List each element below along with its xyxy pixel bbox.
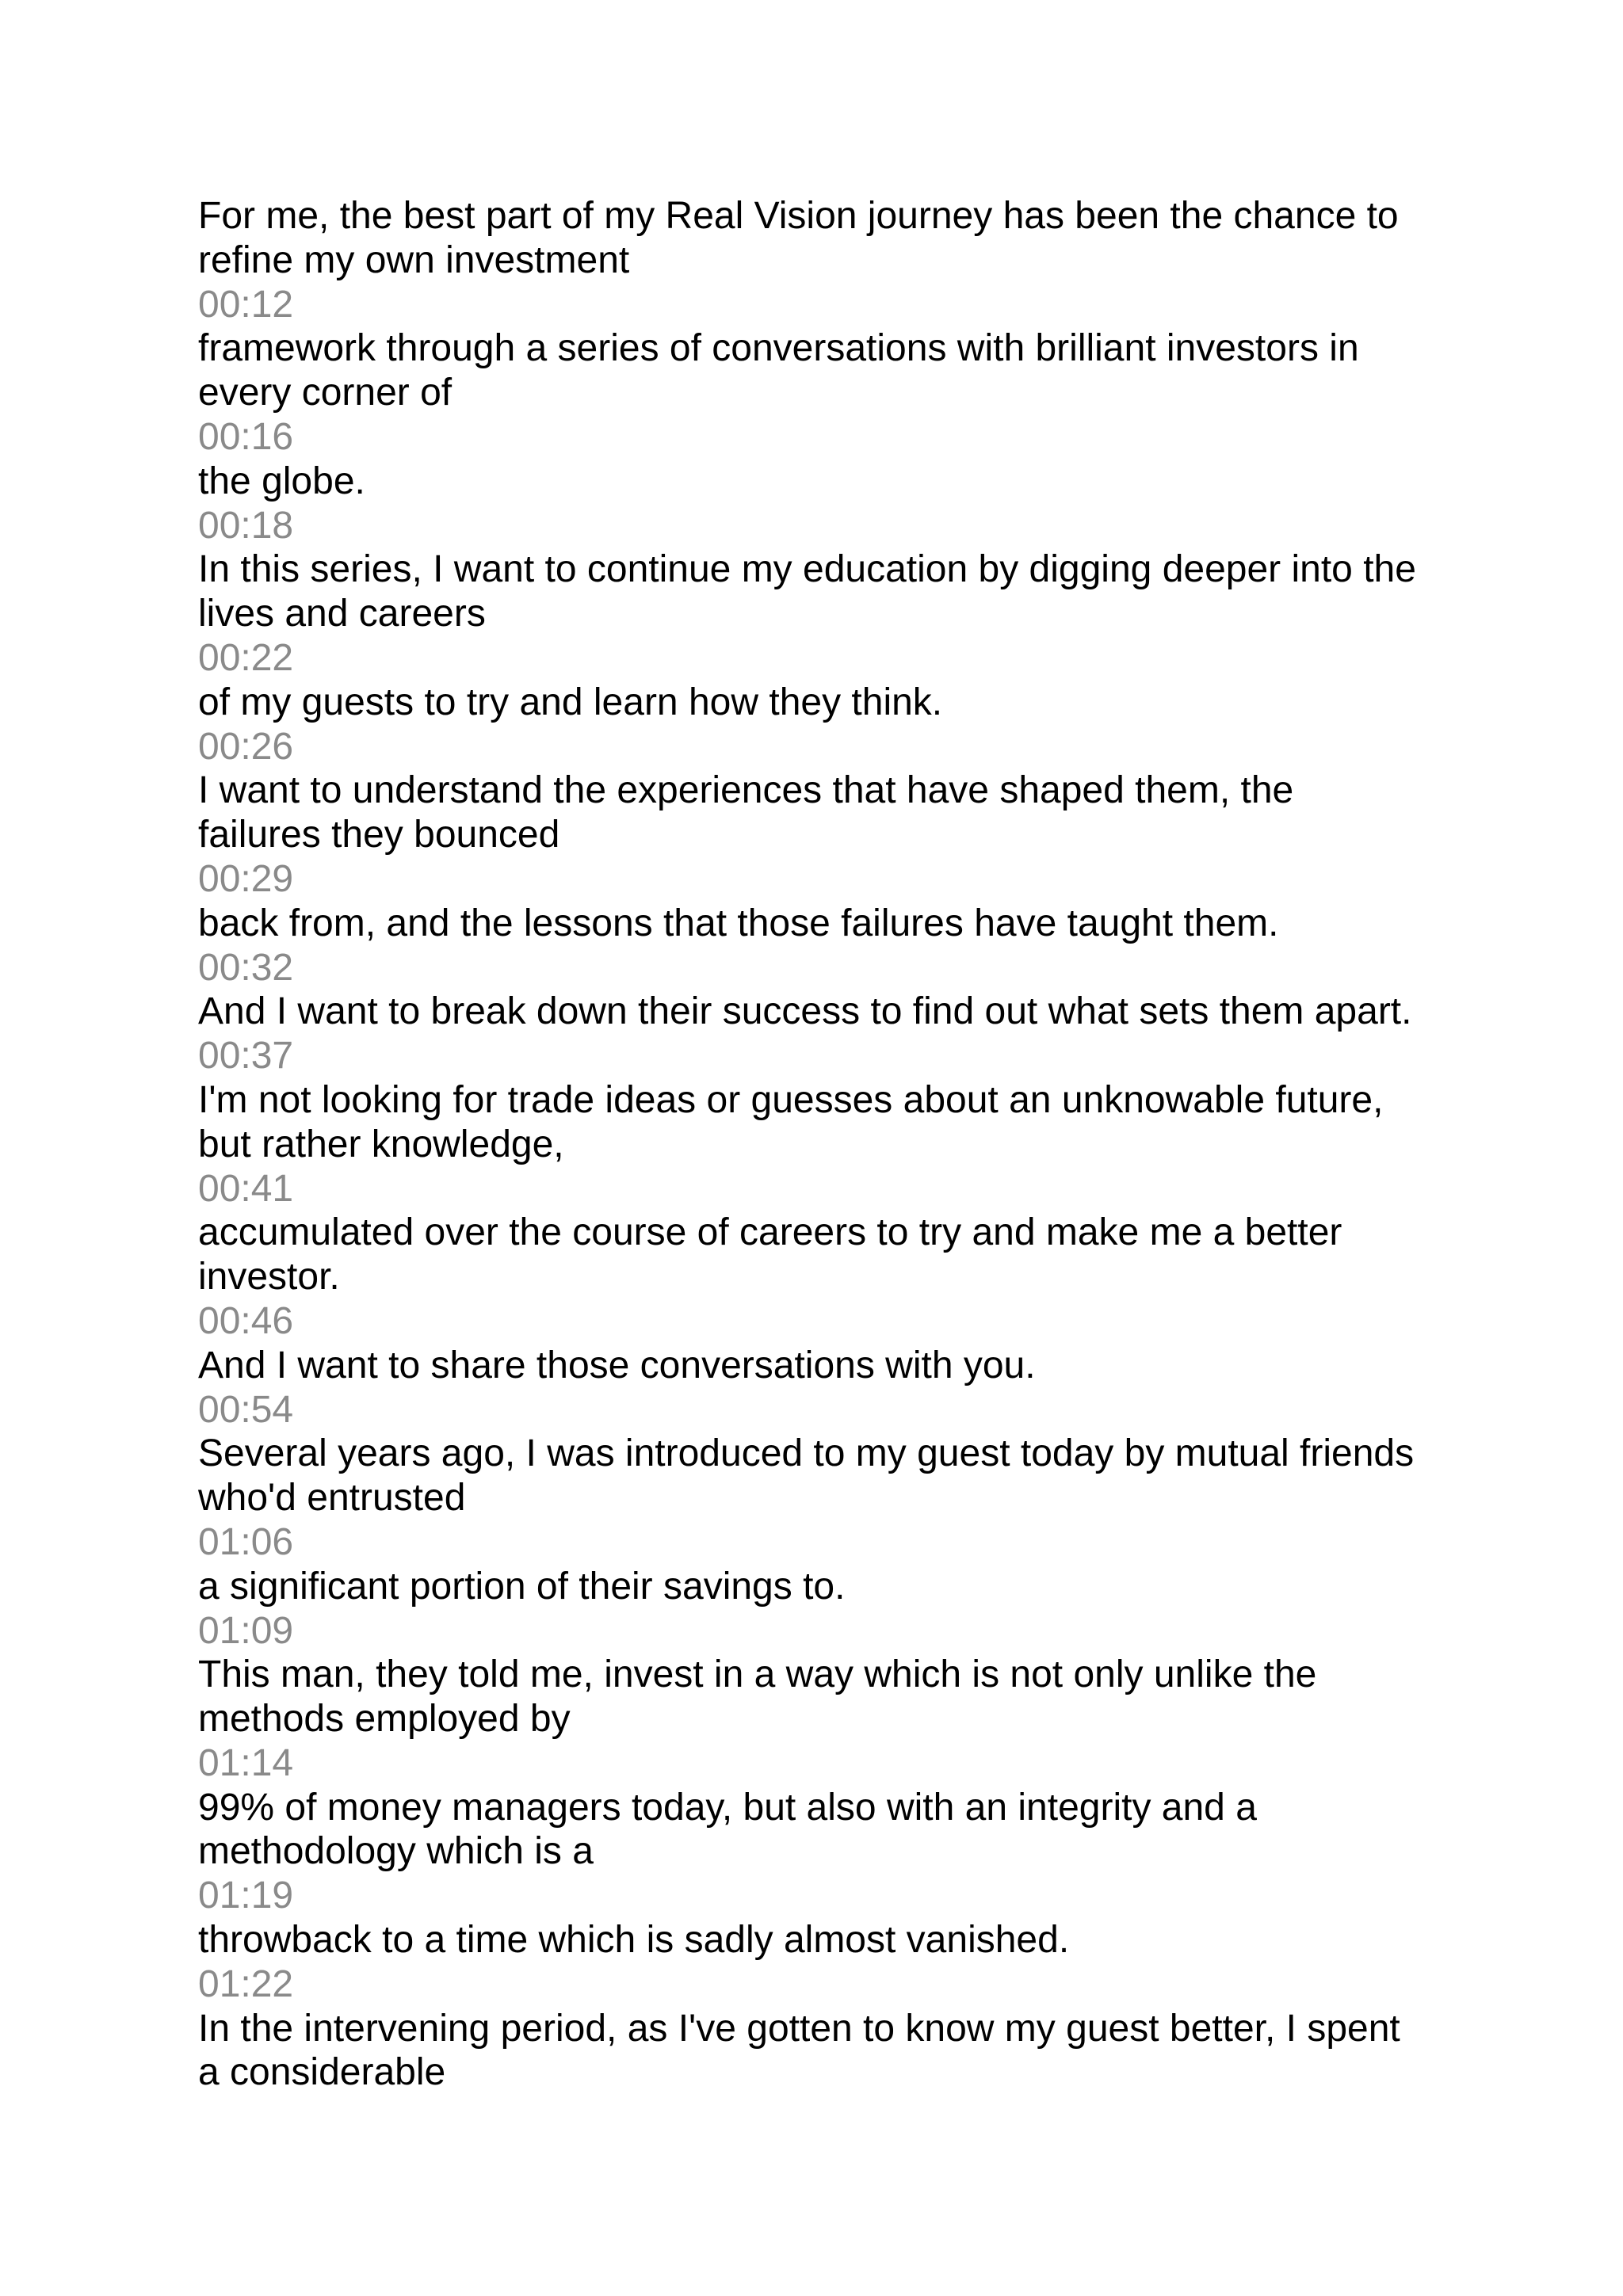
transcript-segment <box>198 725 1466 857</box>
transcript-segment <box>198 1167 1466 1299</box>
transcript-line: investor. <box>198 1256 340 1299</box>
transcript-segment <box>198 1299 1466 1388</box>
transcript-line: refine my own investment <box>198 238 630 281</box>
transcript-segment <box>198 857 1466 946</box>
timestamp: 00:37 <box>198 1035 294 1077</box>
transcript-line: This man, they told me, invest in a way which is not only unlike the <box>198 1653 1317 1696</box>
timestamp: 00:12 <box>198 283 294 326</box>
transcript-line: I'm not looking for trade ideas or guesses about an unknowable future, <box>198 1078 1384 1121</box>
transcript-line: every corner of <box>198 372 453 414</box>
transcript-line: throwback to a time which is sadly almost vanished. <box>198 1919 1070 1962</box>
transcript-page <box>198 194 1466 2095</box>
transcript-line: framework through a series of conversations with brilliant investors in <box>198 327 1359 370</box>
timestamp: 01:19 <box>198 1875 294 1917</box>
timestamp: 01:14 <box>198 1741 294 1784</box>
timestamp: 01:22 <box>198 1962 294 2005</box>
transcript-line: a considerable <box>198 2051 446 2094</box>
transcript-line: In this series, I want to continue my education by digging deeper into the <box>198 548 1416 591</box>
timestamp: 00:18 <box>198 504 294 547</box>
transcript-line: 99% of money managers today, but also with an integrity and a <box>198 1786 1257 1829</box>
transcript-line: lives and careers <box>198 593 486 635</box>
timestamp: 00:41 <box>198 1167 294 1210</box>
transcript-line: accumulated over the course of careers to try and make me a better <box>198 1211 1342 1254</box>
transcript-segment <box>198 1962 1466 2095</box>
timestamp: 00:32 <box>198 946 294 989</box>
transcript-segment <box>198 415 1466 504</box>
timestamp: 00:46 <box>198 1299 294 1342</box>
transcript-line: back from, and the lessons that those failures have taught them. <box>198 902 1279 944</box>
timestamp: 00:29 <box>198 857 294 900</box>
transcript-line: but rather knowledge, <box>198 1123 564 1165</box>
transcript-line: For me, the best part of my Real Vision journey has been the chance to <box>198 195 1399 237</box>
timestamp: 00:16 <box>198 415 294 458</box>
transcript-line: And I want to share those conversations with you. <box>198 1344 1036 1386</box>
transcript-line: In the intervening period, as I've gotten to know my guest better, I spent <box>198 2007 1400 2050</box>
transcript-line: a significant portion of their savings to. <box>198 1565 846 1608</box>
transcript-line: And I want to break down their success to find out what sets them apart. <box>198 990 1412 1033</box>
transcript-line: methodology which is a <box>198 1830 594 1873</box>
transcript-segment <box>198 1388 1466 1520</box>
timestamp: 00:54 <box>198 1388 294 1431</box>
transcript-segment <box>198 504 1466 636</box>
timestamp: 01:09 <box>198 1609 294 1652</box>
transcript-line: who'd entrusted <box>198 1477 466 1520</box>
timestamp: 01:06 <box>198 1520 294 1563</box>
transcript-line: methods employed by <box>198 1698 571 1741</box>
transcript-segment <box>198 1034 1466 1166</box>
transcript-line: the globe. <box>198 460 365 502</box>
transcript-line: Several years ago, I was introduced to my guest today by mutual friends <box>198 1432 1415 1475</box>
transcript-segment <box>198 1741 1466 1874</box>
transcript-segment <box>198 1874 1466 1962</box>
transcript-segment <box>198 1609 1466 1741</box>
transcript-line: of my guests to try and learn how they think. <box>198 681 943 723</box>
timestamp: 00:26 <box>198 725 294 768</box>
transcript-segment <box>198 194 1466 283</box>
transcript-segment <box>198 636 1466 725</box>
timestamp: 00:22 <box>198 636 294 679</box>
transcript-line: I want to understand the experiences that have shaped them, the <box>198 769 1294 812</box>
transcript-segment <box>198 1520 1466 1609</box>
transcript-segment <box>198 946 1466 1035</box>
transcript-segment <box>198 283 1466 415</box>
transcript-line: failures they bounced <box>198 814 560 856</box>
